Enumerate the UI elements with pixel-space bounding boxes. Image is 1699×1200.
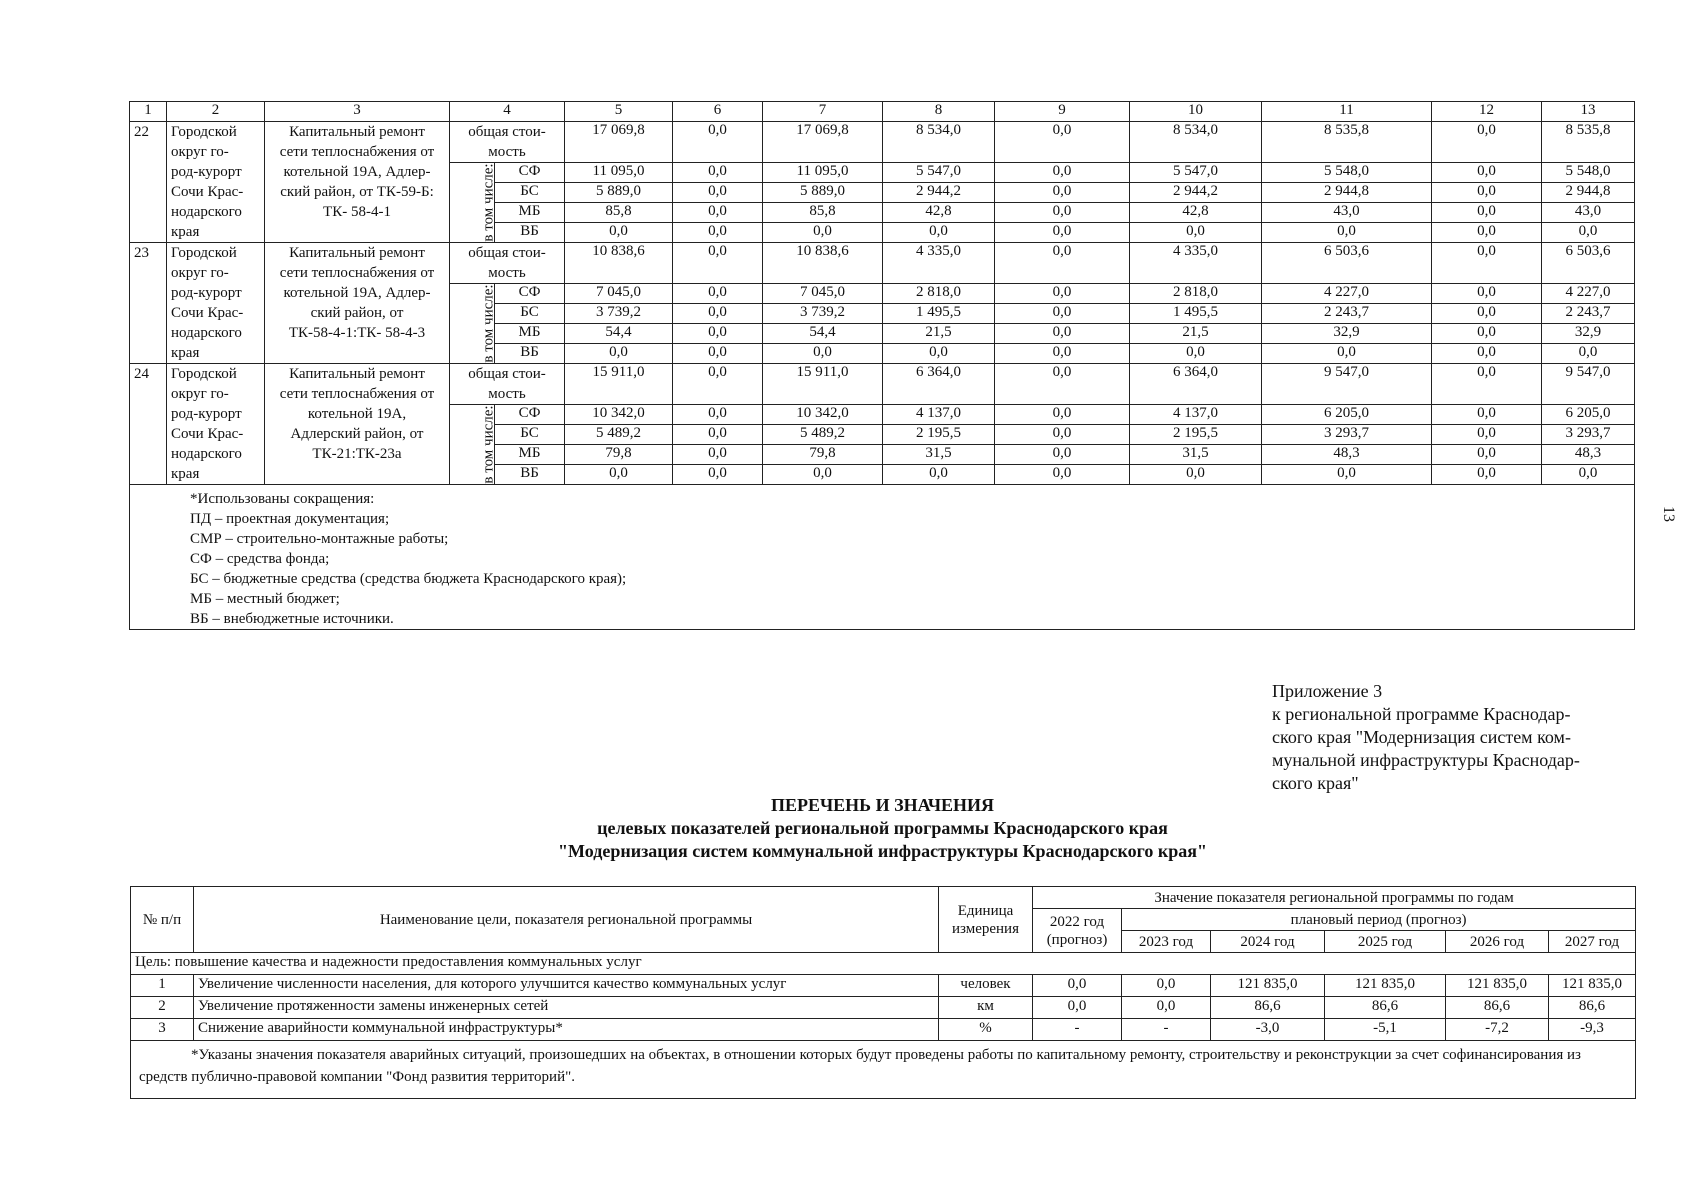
source-value: 0,0 — [995, 405, 1130, 425]
source-value: 0,0 — [1262, 223, 1432, 243]
total-value: 4 335,0 — [883, 243, 995, 284]
table-row — [131, 997, 1636, 1019]
source-value: 31,5 — [883, 445, 995, 465]
row-value: 121 835,0 — [1211, 975, 1325, 997]
total-value: 0,0 — [673, 364, 763, 405]
row-no: 3 — [131, 1019, 194, 1041]
object-line: ский район, от — [310, 305, 404, 321]
object-line: котельной 19А, Адлер- — [283, 164, 431, 180]
source-value: 3 739,2 — [763, 304, 883, 324]
source-value: 7 045,0 — [565, 284, 673, 304]
source-value: 0,0 — [995, 324, 1130, 344]
object-line: ТК-58-4-1:ТК- 58-4-3 — [288, 325, 426, 341]
municipality-line: округ го- — [171, 265, 229, 281]
source-value: 0,0 — [883, 223, 995, 243]
object-line: Адлерский район, от — [290, 426, 424, 442]
total-label — [450, 364, 565, 405]
incl-label: в том числе: — [480, 405, 497, 484]
column-number: 12 — [1432, 102, 1542, 122]
object-line: Капитальный ремонт — [289, 124, 425, 140]
source-value: 31,5 — [1130, 445, 1262, 465]
source-value: 0,0 — [1432, 344, 1542, 364]
total-value: 17 069,8 — [763, 122, 883, 163]
source-value: 0,0 — [673, 183, 763, 203]
row-value: 86,6 — [1211, 997, 1325, 1019]
header-values-group: Значение показателя региональной программы по годам — [1033, 887, 1636, 909]
source-value: 0,0 — [995, 445, 1130, 465]
source-value: 0,0 — [1432, 324, 1542, 344]
source-value: 0,0 — [763, 344, 883, 364]
row-value: 86,6 — [1325, 997, 1446, 1019]
source-value: 0,0 — [1432, 465, 1542, 485]
source-label: БС — [495, 425, 565, 445]
total-label-line: мость — [488, 386, 526, 402]
source-value: 0,0 — [1262, 344, 1432, 364]
municipality-line: род-курорт — [171, 406, 242, 422]
source-value: 0,0 — [1432, 223, 1542, 243]
source-value: 5 547,0 — [883, 163, 995, 183]
header-planned: плановый период (прогноз) — [1122, 909, 1636, 931]
source-value: 0,0 — [565, 344, 673, 364]
table-row — [130, 364, 1635, 405]
source-value: 5 548,0 — [1262, 163, 1432, 183]
column-number: 6 — [673, 102, 763, 122]
source-value: 0,0 — [1130, 344, 1262, 364]
total-value: 17 069,8 — [565, 122, 673, 163]
object-line: ТК- 58-4-1 — [323, 204, 391, 220]
source-value: 2 944,2 — [1130, 183, 1262, 203]
municipality-line: Городской — [171, 245, 237, 261]
total-value: 0,0 — [995, 243, 1130, 284]
total-value: 8 535,8 — [1262, 122, 1432, 163]
source-value: 2 243,7 — [1262, 304, 1432, 324]
source-value: 2 195,5 — [883, 425, 995, 445]
indicators-table — [130, 886, 1636, 1099]
source-value: 5 889,0 — [763, 183, 883, 203]
source-label: СФ — [495, 284, 565, 304]
abbreviation-line: МБ – местный бюджет; — [190, 591, 340, 607]
source-value: 5 548,0 — [1542, 163, 1635, 183]
source-value: 10 342,0 — [763, 405, 883, 425]
total-value: 8 534,0 — [1130, 122, 1262, 163]
municipality-line: нодарского — [171, 204, 242, 220]
total-label — [450, 243, 565, 284]
source-value: 5 489,2 — [763, 425, 883, 445]
source-value: 0,0 — [1130, 465, 1262, 485]
total-value: 6 503,6 — [1262, 243, 1432, 284]
object-line: Капитальный ремонт — [289, 366, 425, 382]
appendix-line: к региональной программе Краснодар- — [1272, 704, 1571, 724]
object-line: котельной 19А, — [307, 406, 407, 422]
source-value: 0,0 — [1542, 223, 1635, 243]
source-value: 0,0 — [995, 223, 1130, 243]
source-value: 0,0 — [673, 203, 763, 223]
source-value: 0,0 — [883, 344, 995, 364]
source-value: 4 137,0 — [1130, 405, 1262, 425]
row-value: 0,0 — [1122, 975, 1211, 997]
row-name: Увеличение протяженности замены инженерных сетей — [194, 997, 939, 1019]
table-footnote — [131, 1041, 1636, 1099]
goal-row: Цель: повышение качества и надежности предоставления коммунальных услуг — [131, 953, 1636, 975]
header-year: 2026 год — [1446, 931, 1549, 953]
abbreviations-note — [130, 485, 1635, 630]
municipality-line: Сочи Крас- — [171, 305, 244, 321]
source-value: 11 095,0 — [565, 163, 673, 183]
municipality-line: Городской — [171, 124, 237, 140]
column-number: 3 — [265, 102, 450, 122]
object-line: ТК-21:ТК-23а — [312, 446, 402, 462]
source-value: 0,0 — [1432, 425, 1542, 445]
header-unit: Единица измерения — [939, 887, 1033, 953]
source-value: 0,0 — [673, 324, 763, 344]
row-value: - — [1033, 1019, 1122, 1041]
appendix-line: ского края "Модернизация систем ком- — [1272, 727, 1571, 747]
total-value: 9 547,0 — [1262, 364, 1432, 405]
source-label: СФ — [495, 405, 565, 425]
source-value: 0,0 — [1432, 304, 1542, 324]
row-value: -9,3 — [1549, 1019, 1636, 1041]
source-value: 21,5 — [883, 324, 995, 344]
source-value: 0,0 — [995, 465, 1130, 485]
source-value: 5 889,0 — [565, 183, 673, 203]
source-value: 11 095,0 — [763, 163, 883, 183]
total-label-line: общая стои- — [468, 124, 546, 140]
heading-title: ПЕРЕЧЕНЬ И ЗНАЧЕНИЯ — [770, 795, 995, 815]
header-year: 2023 год — [1122, 931, 1211, 953]
source-value: 0,0 — [1432, 163, 1542, 183]
source-value: 0,0 — [1432, 203, 1542, 223]
source-value: 42,8 — [883, 203, 995, 223]
object-cell — [265, 122, 450, 243]
source-value: 10 342,0 — [565, 405, 673, 425]
abbreviation-line: ПД – проектная документация; — [190, 511, 390, 527]
row-value: 86,6 — [1549, 997, 1636, 1019]
appendix-line: мунальной инфраструктуры Краснодар- — [1272, 750, 1580, 770]
column-number: 8 — [883, 102, 995, 122]
source-value: 85,8 — [763, 203, 883, 223]
source-value: 54,4 — [763, 324, 883, 344]
source-value: 0,0 — [995, 304, 1130, 324]
row-value: - — [1122, 1019, 1211, 1041]
total-value: 0,0 — [1432, 364, 1542, 405]
source-value: 0,0 — [673, 284, 763, 304]
source-value: 54,4 — [565, 324, 673, 344]
source-value: 0,0 — [673, 344, 763, 364]
column-number: 2 — [167, 102, 265, 122]
total-value: 9 547,0 — [1542, 364, 1635, 405]
abbreviation-line: ВБ – внебюджетные источники. — [190, 611, 394, 627]
source-value: 4 227,0 — [1542, 284, 1635, 304]
row-value: 121 835,0 — [1446, 975, 1549, 997]
total-label-line: мость — [488, 144, 526, 160]
municipality-line: нодарского — [171, 446, 242, 462]
source-label: МБ — [495, 445, 565, 465]
municipality-line: Сочи Крас- — [171, 426, 244, 442]
municipality-line: края — [171, 224, 200, 240]
source-value: 79,8 — [565, 445, 673, 465]
municipality-line: округ го- — [171, 144, 229, 160]
column-number: 13 — [1542, 102, 1635, 122]
row-unit: человек — [939, 975, 1033, 997]
source-value: 0,0 — [673, 425, 763, 445]
row-name: Увеличение численности населения, для которого улучшится качество коммунальных услуг — [194, 975, 939, 997]
source-value: 5 547,0 — [1130, 163, 1262, 183]
source-value: 0,0 — [673, 163, 763, 183]
source-value: 0,0 — [883, 465, 995, 485]
source-value: 0,0 — [995, 344, 1130, 364]
row-name: Снижение аварийности коммунальной инфраструктуры* — [194, 1019, 939, 1041]
source-value: 0,0 — [995, 203, 1130, 223]
source-value: 3 293,7 — [1262, 425, 1432, 445]
source-value: 0,0 — [995, 183, 1130, 203]
source-value: 0,0 — [995, 425, 1130, 445]
total-value: 0,0 — [1432, 243, 1542, 284]
source-value: 43,0 — [1262, 203, 1432, 223]
total-label-line: мость — [488, 265, 526, 281]
source-value: 0,0 — [1542, 344, 1635, 364]
column-number: 7 — [763, 102, 883, 122]
total-value: 0,0 — [1432, 122, 1542, 163]
source-value: 0,0 — [1130, 223, 1262, 243]
source-value: 2 944,2 — [883, 183, 995, 203]
row-value: -5,1 — [1325, 1019, 1446, 1041]
source-value: 21,5 — [1130, 324, 1262, 344]
row-value: 121 835,0 — [1325, 975, 1446, 997]
table-row — [131, 1019, 1636, 1041]
municipality-cell — [167, 243, 265, 364]
source-value: 6 205,0 — [1262, 405, 1432, 425]
appendix-line: Приложение 3 — [1272, 681, 1383, 701]
source-value: 5 489,2 — [565, 425, 673, 445]
source-value: 32,9 — [1262, 324, 1432, 344]
total-value: 0,0 — [995, 122, 1130, 163]
row-value: -3,0 — [1211, 1019, 1325, 1041]
row-no: 24 — [130, 364, 167, 485]
source-value: 48,3 — [1542, 445, 1635, 465]
municipality-line: Сочи Крас- — [171, 184, 244, 200]
total-label — [450, 122, 565, 163]
source-label: МБ — [495, 203, 565, 223]
appendix-line: ского края" — [1272, 773, 1359, 793]
source-label: БС — [495, 183, 565, 203]
abbreviation-line: СМР – строительно-монтажные работы; — [190, 531, 449, 547]
source-value: 4 137,0 — [883, 405, 995, 425]
source-value: 79,8 — [763, 445, 883, 465]
table-row — [130, 243, 1635, 284]
column-number: 11 — [1262, 102, 1432, 122]
heading-program-name: "Модернизация систем коммунальной инфраструктуры Краснодарского края" — [558, 841, 1207, 861]
total-value: 15 911,0 — [763, 364, 883, 405]
municipality-line: округ го- — [171, 386, 229, 402]
source-value: 32,9 — [1542, 324, 1635, 344]
object-line: Капитальный ремонт — [289, 245, 425, 261]
municipality-cell — [167, 122, 265, 243]
row-value: 0,0 — [1033, 997, 1122, 1019]
source-label: БС — [495, 304, 565, 324]
source-value: 2 243,7 — [1542, 304, 1635, 324]
total-value: 6 364,0 — [1130, 364, 1262, 405]
column-number: 4 — [450, 102, 565, 122]
total-value: 6 364,0 — [883, 364, 995, 405]
source-value: 2 944,8 — [1542, 183, 1635, 203]
municipality-line: род-курорт — [171, 164, 242, 180]
header-name: Наименование цели, показателя региональной программы — [194, 887, 939, 953]
municipality-line: края — [171, 345, 200, 361]
total-label-line: общая стои- — [468, 245, 546, 261]
appendix-caption — [1272, 680, 1632, 795]
source-value: 0,0 — [673, 445, 763, 465]
source-label: МБ — [495, 324, 565, 344]
row-value: 0,0 — [1033, 975, 1122, 997]
object-cell — [265, 364, 450, 485]
source-value: 0,0 — [995, 163, 1130, 183]
column-number: 10 — [1130, 102, 1262, 122]
incl-label-cell — [450, 284, 495, 364]
source-value: 0,0 — [1432, 405, 1542, 425]
row-unit: % — [939, 1019, 1033, 1041]
column-numbers-row — [130, 102, 1635, 122]
total-value: 0,0 — [673, 122, 763, 163]
row-no: 23 — [130, 243, 167, 364]
header-year: 2027 год — [1549, 931, 1636, 953]
municipality-line: род-курорт — [171, 285, 242, 301]
source-label: ВБ — [495, 465, 565, 485]
heading-subtitle: целевых показателей региональной программы Краснодарского края — [597, 818, 1168, 838]
column-number: 5 — [565, 102, 673, 122]
source-value: 4 227,0 — [1262, 284, 1432, 304]
row-no: 1 — [131, 975, 194, 997]
source-value: 0,0 — [763, 223, 883, 243]
municipality-line: края — [171, 466, 200, 482]
object-line: ский район, от ТК-59-Б: — [280, 184, 434, 200]
header-no: № п/п — [131, 887, 194, 953]
source-value: 2 818,0 — [1130, 284, 1262, 304]
header-year: 2025 год — [1325, 931, 1446, 953]
incl-label-cell — [450, 163, 495, 243]
table-row — [131, 975, 1636, 997]
source-value: 43,0 — [1542, 203, 1635, 223]
municipality-line: нодарского — [171, 325, 242, 341]
row-value: 86,6 — [1446, 997, 1549, 1019]
source-value: 0,0 — [1432, 445, 1542, 465]
source-value: 0,0 — [763, 465, 883, 485]
source-value: 1 495,5 — [1130, 304, 1262, 324]
source-value: 3 739,2 — [565, 304, 673, 324]
abbreviation-line: *Использованы сокращения: — [190, 491, 375, 507]
total-value: 8 535,8 — [1542, 122, 1635, 163]
source-value: 2 944,8 — [1262, 183, 1432, 203]
total-value: 8 534,0 — [883, 122, 995, 163]
row-no: 22 — [130, 122, 167, 243]
source-label: СФ — [495, 163, 565, 183]
source-value: 0,0 — [1262, 465, 1432, 485]
row-unit: км — [939, 997, 1033, 1019]
source-label: ВБ — [495, 344, 565, 364]
funding-table — [129, 101, 1635, 630]
total-value: 15 911,0 — [565, 364, 673, 405]
object-line: сети теплоснабжения от — [279, 265, 435, 281]
source-value: 6 205,0 — [1542, 405, 1635, 425]
source-value: 0,0 — [995, 284, 1130, 304]
source-value: 0,0 — [673, 304, 763, 324]
source-value: 2 195,5 — [1130, 425, 1262, 445]
source-value: 1 495,5 — [883, 304, 995, 324]
total-value: 6 503,6 — [1542, 243, 1635, 284]
header-base-year: 2022 год (прогноз) — [1033, 909, 1122, 953]
total-value: 4 335,0 — [1130, 243, 1262, 284]
document-heading — [130, 794, 1635, 863]
source-value: 0,0 — [673, 465, 763, 485]
incl-label-cell — [450, 405, 495, 485]
municipality-cell — [167, 364, 265, 485]
incl-label: в том числе: — [480, 284, 497, 363]
total-value: 0,0 — [673, 243, 763, 284]
source-value: 48,3 — [1262, 445, 1432, 465]
footnote-text: *Указаны значения показателя аварийных ситуаций, произошедших на объектах, в отношении которых будут проведены работы по капитальному ремонту, строительству и реконструкции за счет софинансирования из средств публично-правовой компании "Фонд развития территорий". — [139, 1047, 1581, 1085]
incl-label: в том числе: — [480, 163, 497, 242]
source-label: ВБ — [495, 223, 565, 243]
source-value: 0,0 — [565, 465, 673, 485]
total-value: 0,0 — [995, 364, 1130, 405]
source-value: 0,0 — [565, 223, 673, 243]
source-value: 0,0 — [673, 405, 763, 425]
source-value: 0,0 — [673, 223, 763, 243]
table-row — [130, 122, 1635, 163]
row-no: 2 — [131, 997, 194, 1019]
source-value: 2 818,0 — [883, 284, 995, 304]
municipality-line: Городской — [171, 366, 237, 382]
source-value: 0,0 — [1432, 183, 1542, 203]
abbreviation-line: СФ – средства фонда; — [190, 551, 330, 567]
total-value: 10 838,6 — [763, 243, 883, 284]
object-cell — [265, 243, 450, 364]
row-value: 121 835,0 — [1549, 975, 1636, 997]
source-value: 7 045,0 — [763, 284, 883, 304]
abbreviation-line: БС – бюджетные средства (средства бюджета Краснодарского края); — [190, 571, 627, 587]
object-line: котельной 19А, Адлер- — [283, 285, 431, 301]
source-value: 3 293,7 — [1542, 425, 1635, 445]
total-value: 10 838,6 — [565, 243, 673, 284]
source-value: 0,0 — [1432, 284, 1542, 304]
source-value: 42,8 — [1130, 203, 1262, 223]
header-year: 2024 год — [1211, 931, 1325, 953]
page-number: 13 — [1660, 506, 1677, 522]
source-value: 0,0 — [1542, 465, 1635, 485]
column-number: 1 — [130, 102, 167, 122]
row-value: 0,0 — [1122, 997, 1211, 1019]
column-number: 9 — [995, 102, 1130, 122]
source-value: 85,8 — [565, 203, 673, 223]
object-line: сети теплоснабжения от — [279, 144, 435, 160]
row-value: -7,2 — [1446, 1019, 1549, 1041]
total-label-line: общая стои- — [468, 366, 546, 382]
object-line: сети теплоснабжения от — [279, 386, 435, 402]
